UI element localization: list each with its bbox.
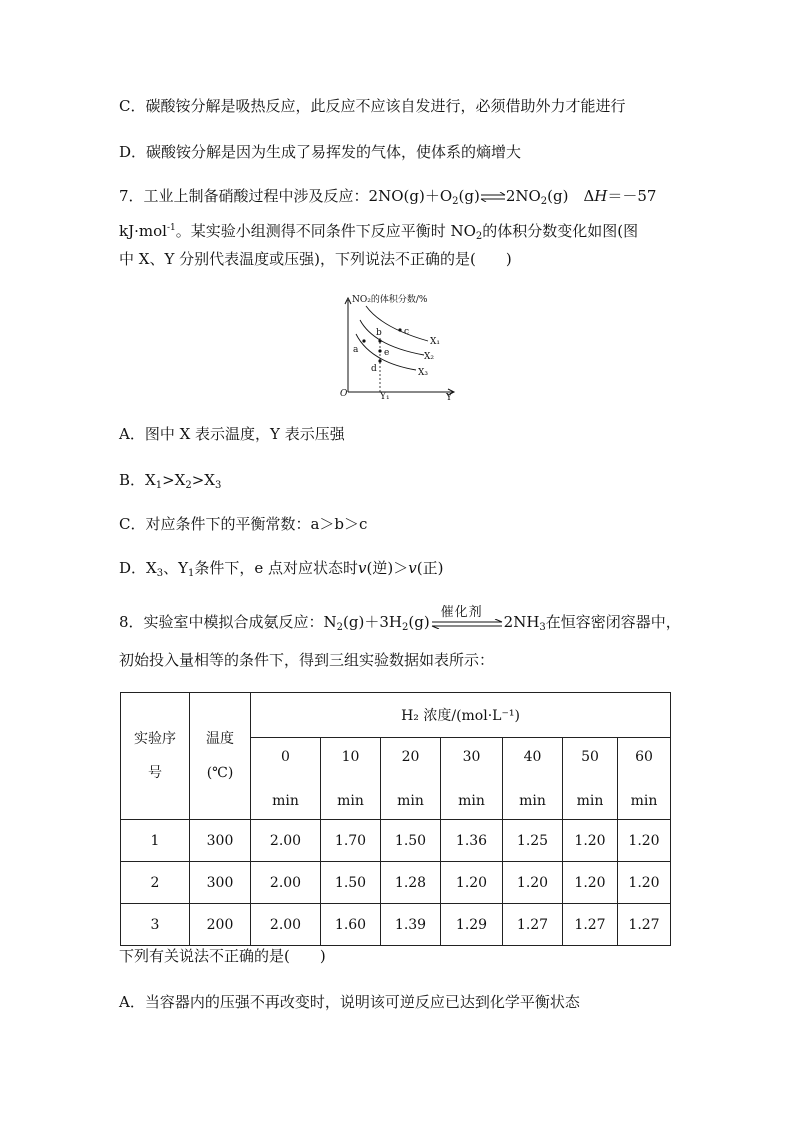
time-header: 30 min [441,738,503,820]
graph-y-axis-label: NO₂的体积分数/% [352,295,428,305]
time-header: 0 min [251,738,321,820]
question-8-prompt: 下列有关说法不正确的是( ) [119,947,326,965]
question-7-line-1: 7．工业上制备硝酸过程中涉及反应：$2NO(g)+O_2(g)$ $2NO_2(g)$ ΔH＝－57 [119,187,657,207]
point-label-a: a [353,345,359,355]
point-d [378,359,381,362]
curve-label-x1: X₁ [430,337,441,347]
point-label-d: d [371,364,377,374]
point-b [378,339,381,342]
equilibrium-arrow-icon [480,192,506,202]
point-label-b: b [376,328,382,338]
reversible-arrow-icon [431,619,503,629]
table-row: 1 300 2.00 1.70 1.50 1.36 1.25 1.20 1.20 [121,820,671,862]
time-header: 50 min [563,738,618,820]
point-c [398,328,401,331]
option-a-q7: A．图中 X 表示温度，Y 表示压强 [119,425,345,443]
table-row: 3 200 2.00 1.60 1.39 1.29 1.27 1.27 1.27 [121,904,671,946]
table-row: 2 300 2.00 1.50 1.28 1.20 1.20 1.20 1.20 [121,862,671,904]
curve-x2 [360,320,424,355]
time-header: 60 min [618,738,671,820]
question-8-line-1: 8．实验室中模拟合成氨反应：$N_2(g)+3H_2(g)$ 催化剂 $2NH_3$在恒容密闭容器中， [119,605,681,633]
option-b-q7: B．$X_1>X_2>X_3$ [119,471,222,491]
no2-volume-fraction-graph [334,288,464,400]
question-7-line-3: 中 X、Y 分别代表温度或压强)，下列说法不正确的是( ) [119,250,512,268]
h2-concentration-table [120,692,671,946]
time-header: 10 min [321,738,381,820]
time-header: 40 min [503,738,563,820]
option-d-q7: D．$X_3$、$Y_1$条件下，e 点对应状态时v(逆)＞v(正) [119,559,444,579]
curve-label-x3: X₃ [418,368,429,378]
question-8-line-2: 初始投入量相等的条件下，得到三组实验数据如表所示： [119,651,495,669]
header-temperature: 温度 (℃) [190,693,251,820]
option-a-q8: A．当容器内的压强不再改变时，说明该可逆反应已达到化学平衡状态 [119,993,580,1011]
header-experiment-no: 实验序 号 [121,693,190,820]
header-h2-concentration: H₂ 浓度/(mol·L⁻¹) [251,693,671,738]
curve-label-x2: X₂ [424,352,435,362]
graph-y1-label: Y₁ [380,392,390,400]
time-header: 20 min [381,738,441,820]
option-d-q6: D．碳酸铵分解是因为生成了易挥发的气体，使体系的熵增大 [119,143,522,161]
point-label-c: c [404,327,410,337]
graph-x-axis-label: Y [446,393,452,400]
question-7-line-2: kJ·mol$^{-1}$。某实验小组测得不同条件下反应平衡时 $NO_2$的体积分数变化如图(图 [119,222,639,242]
point-e [378,349,381,352]
point-label-e: e [384,348,390,358]
option-c-q6: C．碳酸铵分解是吸热反应，此反应不应该自发进行，必须借助外力才能进行 [119,97,626,115]
point-a [362,339,365,342]
option-c-q7: C．对应条件下的平衡常数：a＞b＞c [119,515,368,533]
graph-origin-label: O [340,389,348,399]
catalyst-reversible-arrow: 催化剂 [431,613,503,633]
